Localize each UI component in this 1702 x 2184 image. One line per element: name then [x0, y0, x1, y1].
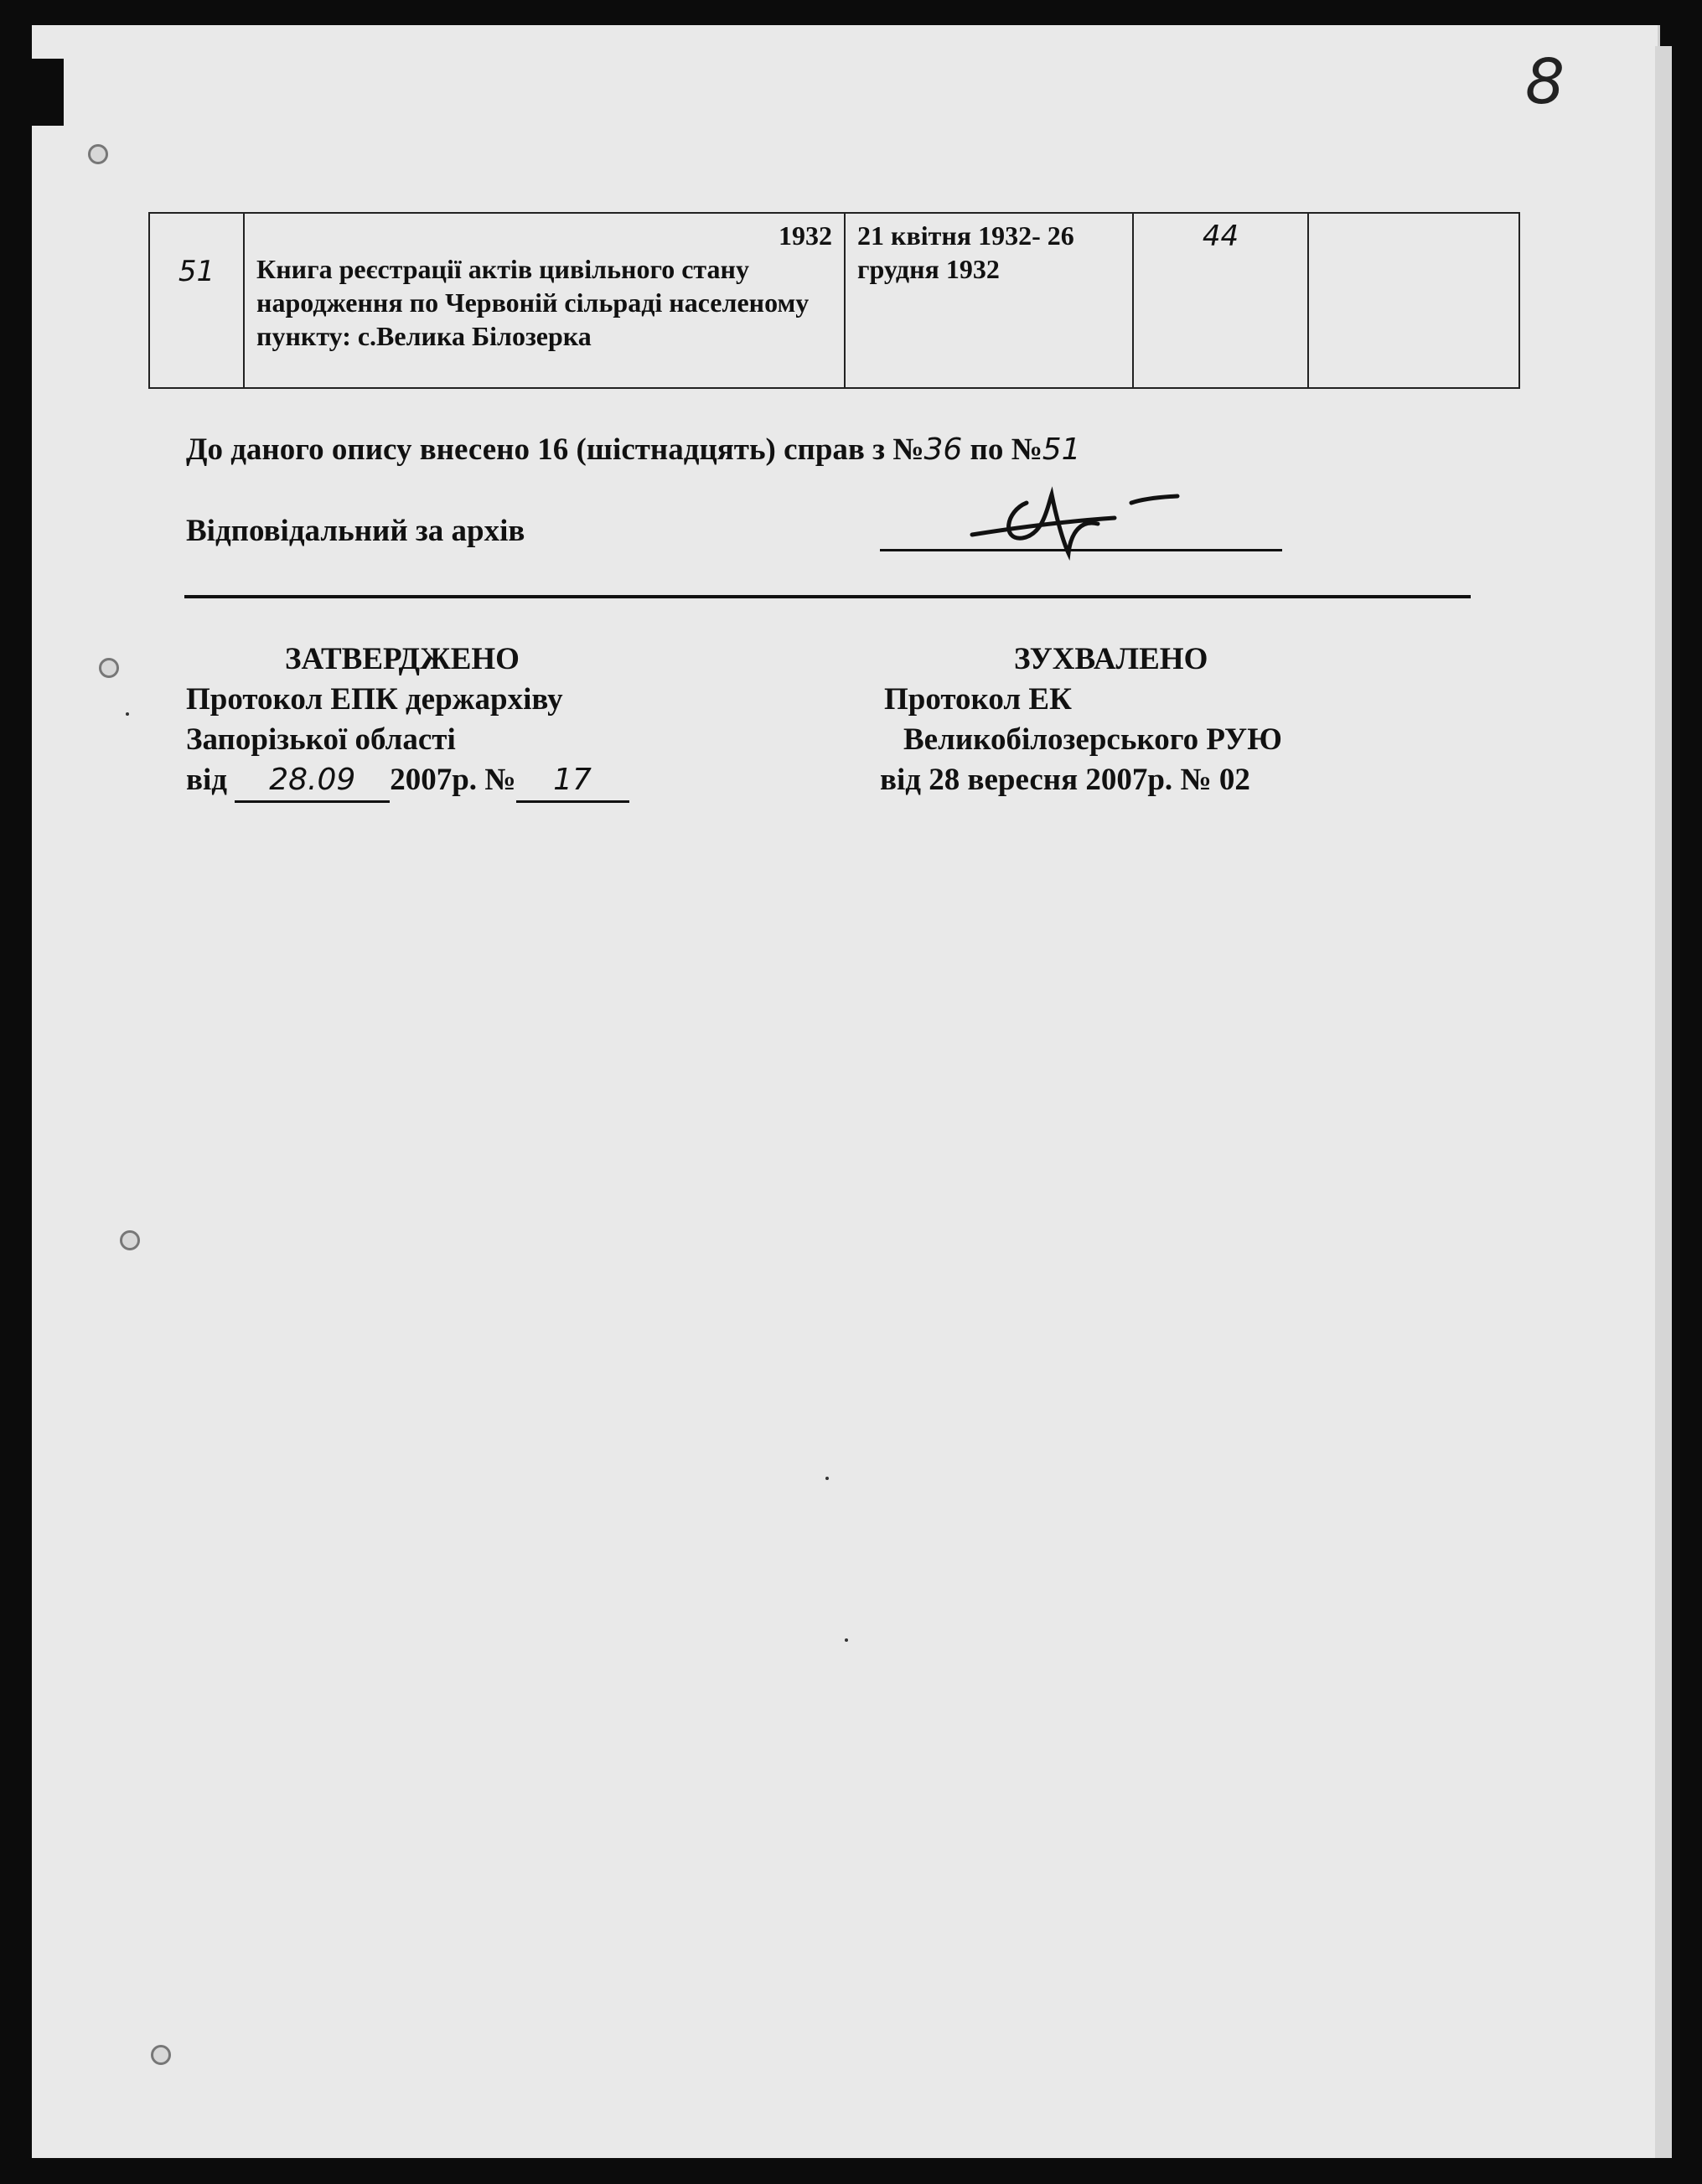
case-title: Книга реєстрації актів цивільного стану народження по Червоній сільраді населеному пункту: с.Велика Білозерка	[256, 254, 810, 351]
case-sheets: 44	[1202, 220, 1239, 253]
speck	[126, 712, 129, 716]
punch-hole	[151, 2045, 171, 2065]
approved-date-prefix: від	[186, 763, 235, 797]
inventory-from-number: 36	[923, 432, 963, 467]
responsible-label: Відповідальний за архів	[186, 514, 525, 548]
speck	[825, 1477, 829, 1480]
inventory-note-prefix: До даного опису внесено 16 (шістнадцять) справ з №	[186, 432, 924, 467]
signature-mark	[964, 469, 1182, 562]
case-year: 1932	[779, 220, 832, 251]
endorsed-line3: від 28 вересня 2007р. № 02	[880, 763, 1250, 797]
endorsed-line2: Великобілозерського РУЮ	[903, 722, 1282, 757]
endorsed-block	[880, 639, 1282, 800]
binder-clip	[25, 59, 64, 126]
case-dates: 21 квітня 1932- 26 грудня 1932	[857, 220, 1074, 284]
page-number: 8	[1525, 46, 1565, 118]
approved-line2: Запорізької області	[186, 722, 456, 757]
case-dates-cell	[845, 213, 1133, 388]
table-row	[149, 213, 1519, 388]
case-number-cell	[149, 213, 244, 388]
punch-hole	[99, 658, 119, 678]
inventory-table	[148, 212, 1520, 389]
case-title-cell	[244, 213, 845, 388]
approved-date: 28.09	[235, 760, 390, 803]
punch-hole	[88, 144, 108, 164]
approved-heading: ЗАТВЕРДЖЕНО	[285, 642, 520, 676]
inventory-note-middle: по №	[962, 432, 1042, 467]
horizontal-rule	[184, 595, 1471, 598]
endorsed-heading: ЗУХВАЛЕНО	[1014, 642, 1208, 676]
approved-number: 17	[516, 760, 629, 803]
approved-line1: Протокол ЕПК держархіву	[186, 682, 563, 717]
approved-date-line	[186, 760, 629, 803]
case-notes-cell	[1308, 213, 1519, 388]
inventory-note	[186, 432, 1081, 468]
endorsed-line1: Протокол ЕК	[884, 682, 1072, 717]
underlying-sheet-edge	[1655, 46, 1672, 2158]
case-sheets-cell	[1133, 213, 1308, 388]
approved-year-part: 2007р. №	[390, 763, 516, 797]
case-number: 51	[178, 255, 215, 288]
speck	[845, 1638, 848, 1642]
inventory-to-number: 51	[1042, 432, 1081, 467]
approved-block	[186, 639, 629, 803]
punch-hole	[120, 1230, 140, 1250]
